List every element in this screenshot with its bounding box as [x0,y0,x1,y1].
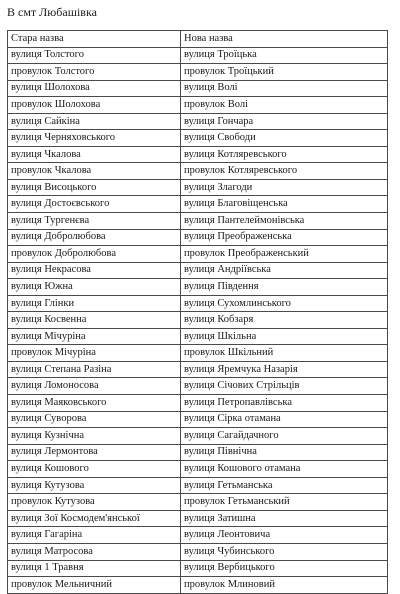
new-name-cell: вулиця Південня [181,279,388,296]
old-name-cell: вулиця Кутузова [8,477,181,494]
table-row [8,328,388,345]
table-row [8,229,388,246]
new-name-cell: провулок Котляревського [181,163,388,180]
new-name-cell: вулиця Шкільна [181,328,388,345]
old-name-cell: провулок Чкалова [8,163,181,180]
new-name-cell: вулиця Пантелеймонівська [181,213,388,230]
table-row [8,295,388,312]
old-name-cell: вулиця Кошового [8,461,181,478]
table-row [8,279,388,296]
old-name-cell: провулок Мічуріна [8,345,181,362]
new-name-cell: вулиця Свободи [181,130,388,147]
old-name-cell: вулиця Сайкіна [8,113,181,130]
old-name-cell: вулиця Некрасова [8,262,181,279]
street-rename-table [7,30,388,594]
table-row [8,395,388,412]
page-heading: В смт Любашівка [7,5,97,19]
table-row [8,494,388,511]
table-row [8,543,388,560]
new-name-cell: вулиця Сірка отамана [181,411,388,428]
new-name-cell: провулок Троїцький [181,64,388,81]
table-row [8,378,388,395]
new-name-cell: вулиця Північна [181,444,388,461]
table-row [8,47,388,64]
new-name-cell: вулиця Волі [181,80,388,97]
old-name-cell: вулиця Матросова [8,543,181,560]
old-name-cell: вулиця Маяковського [8,395,181,412]
old-name-cell: вулиця Тургенєва [8,213,181,230]
new-name-cell: провулок Преображенський [181,246,388,263]
column-header-new-name: Нова назва [181,31,388,48]
table-row [8,213,388,230]
old-name-cell: вулиця Ломоносова [8,378,181,395]
old-name-cell: вулиця Лермонтова [8,444,181,461]
new-name-cell: вулиця Яремчука Назарія [181,361,388,378]
old-name-cell: вулиця Шолохова [8,80,181,97]
new-name-cell: вулиця Преображенська [181,229,388,246]
table-row [8,444,388,461]
new-name-cell: вулиця Сагайдачного [181,428,388,445]
new-name-cell: вулиця Січових Стрільців [181,378,388,395]
new-name-cell: вулиця Чубинського [181,543,388,560]
table-row [8,577,388,594]
table-row [8,113,388,130]
table-row [8,477,388,494]
new-name-cell: вулиця Вербицького [181,560,388,577]
old-name-cell: вулиця Чкалова [8,146,181,163]
table-row [8,130,388,147]
old-name-cell: провулок Добролюбова [8,246,181,263]
new-name-cell: вулиця Благовіщенська [181,196,388,213]
table-row [8,262,388,279]
new-name-cell: вулиця Затишна [181,510,388,527]
old-name-cell: вулиця Южна [8,279,181,296]
new-name-cell: вулиця Сухомлинського [181,295,388,312]
new-name-cell: вулиця Кобзаря [181,312,388,329]
table-row [8,560,388,577]
table-row [8,527,388,544]
new-name-cell: провулок Волі [181,97,388,114]
table-row [8,361,388,378]
old-name-cell: вулиця Достоєвського [8,196,181,213]
new-name-cell: провулок Млиновий [181,577,388,594]
old-name-cell: вулиця Косвенна [8,312,181,329]
table-row [8,146,388,163]
new-name-cell: вулиця Злагоди [181,179,388,196]
table-row [8,64,388,81]
old-name-cell: провулок Шолохова [8,97,181,114]
new-name-cell: провулок Гетьманський [181,494,388,511]
new-name-cell: вулиця Гончара [181,113,388,130]
old-name-cell: провулок Толстого [8,64,181,81]
table-row [8,312,388,329]
old-name-cell: вулиця Толстого [8,47,181,64]
table-row [8,179,388,196]
new-name-cell: вулиця Котляревського [181,146,388,163]
table-row [8,428,388,445]
table-header-row [8,31,388,48]
new-name-cell: вулиця Троїцька [181,47,388,64]
new-name-cell: вулиця Петропавлівська [181,395,388,412]
table-row [8,97,388,114]
old-name-cell: вулиця Зої Космодем'янської [8,510,181,527]
table-row [8,510,388,527]
table-row [8,345,388,362]
old-name-cell: вулиця Глінки [8,295,181,312]
old-name-cell: вулиця Степана Разіна [8,361,181,378]
old-name-cell: вулиця Висоцького [8,179,181,196]
table-row [8,80,388,97]
table-row [8,196,388,213]
old-name-cell: вулиця Гагаріна [8,527,181,544]
table-row [8,461,388,478]
old-name-cell: вулиця Суворова [8,411,181,428]
new-name-cell: вулиця Кошового отамана [181,461,388,478]
old-name-cell: вулиця 1 Травня [8,560,181,577]
old-name-cell: вулиця Кузнічна [8,428,181,445]
new-name-cell: вулиця Андріївська [181,262,388,279]
old-name-cell: вулиця Черняховського [8,130,181,147]
new-name-cell: вулиця Гетьманська [181,477,388,494]
old-name-cell: провулок Кутузова [8,494,181,511]
old-name-cell: вулиця Добролюбова [8,229,181,246]
old-name-cell: провулок Мельничний [8,577,181,594]
table-row [8,411,388,428]
table-row [8,246,388,263]
new-name-cell: вулиця Леонтовича [181,527,388,544]
column-header-old-name: Стара назва [8,31,181,48]
new-name-cell: провулок Шкільний [181,345,388,362]
old-name-cell: вулиця Мічуріна [8,328,181,345]
table-row [8,163,388,180]
